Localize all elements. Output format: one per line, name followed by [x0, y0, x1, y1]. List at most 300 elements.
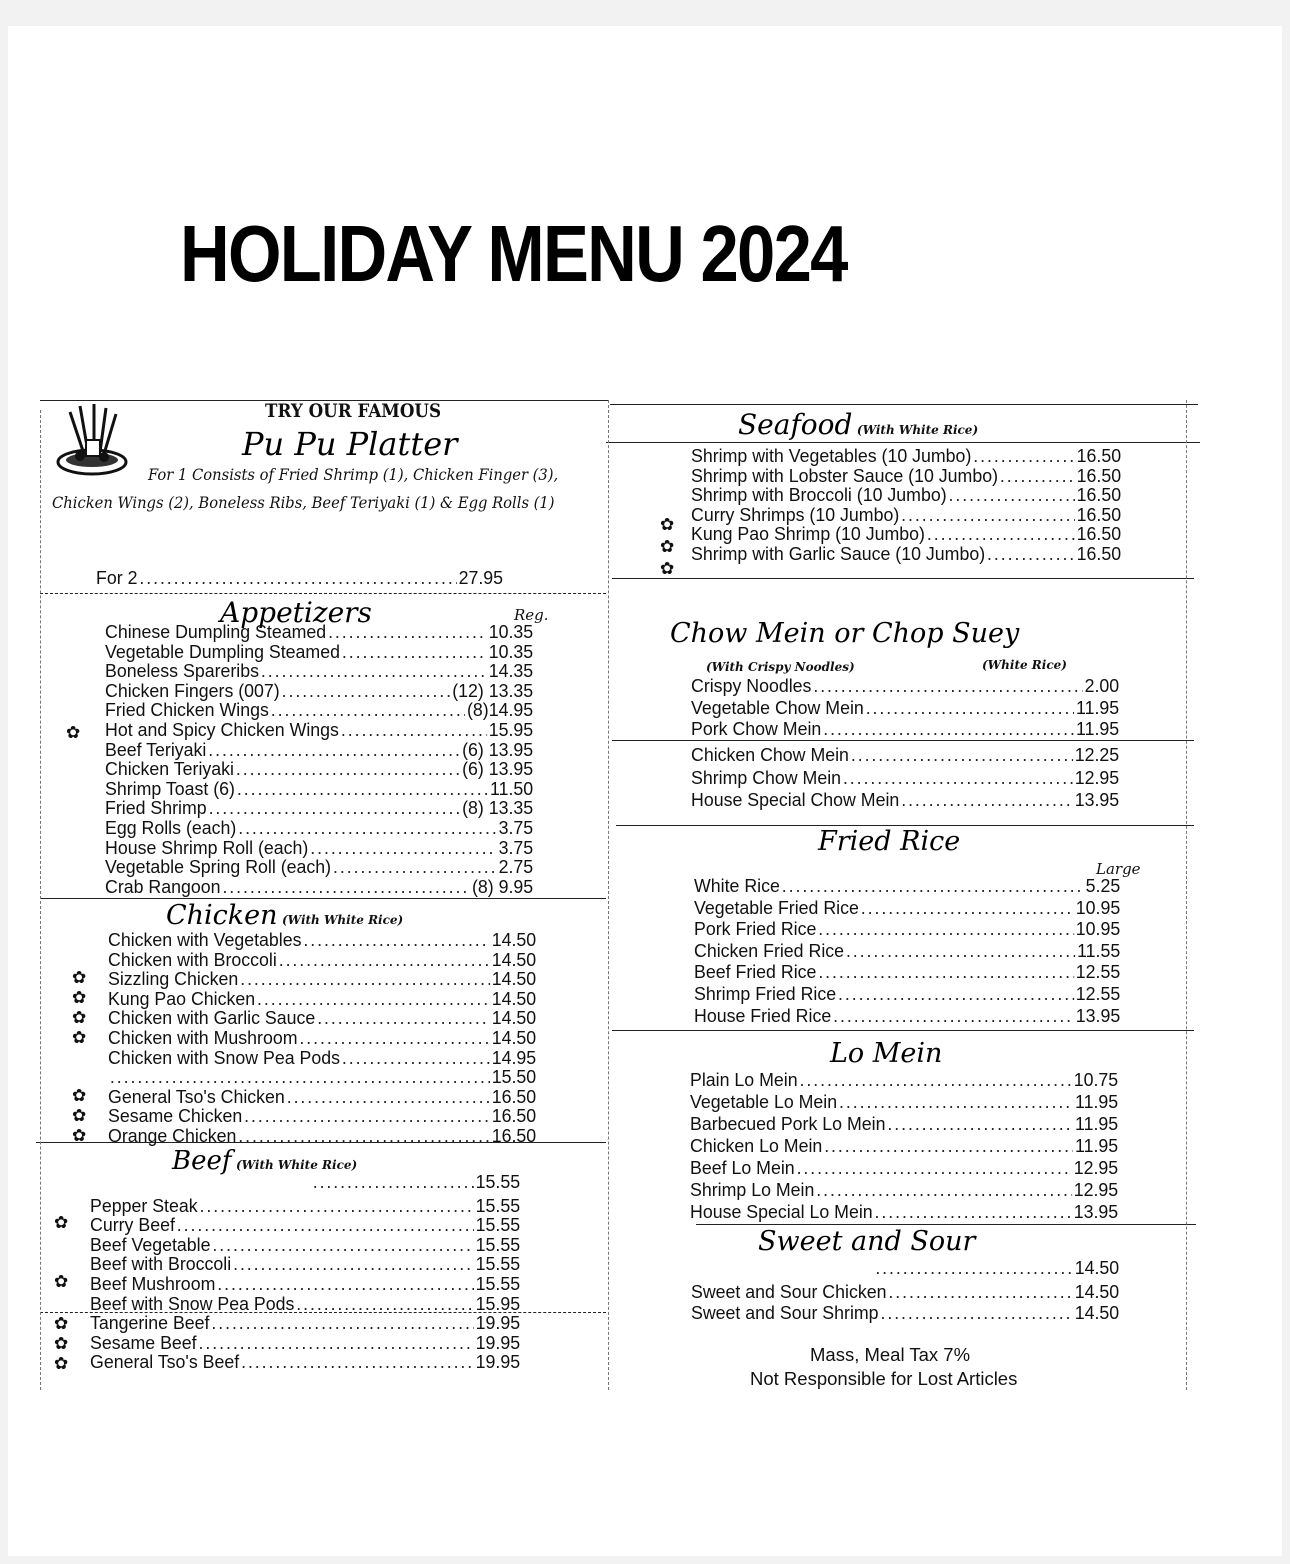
item-price: 12.25 [1074, 743, 1120, 765]
item-name: Beef Mushroom [90, 1272, 216, 1294]
item-price: (12) 13.35 [452, 679, 534, 701]
item-name: Kung Pao Shrimp (10 Jumbo) [691, 523, 925, 545]
divider [696, 1224, 1196, 1225]
seafood-heading: Seafood [738, 408, 853, 441]
hot-pepper-icon: ✿ [72, 1106, 87, 1125]
leader-dots [328, 622, 487, 642]
leader-dots [861, 898, 1074, 918]
item-price: 19.95 [475, 1331, 521, 1353]
divider [40, 898, 606, 899]
item-name: Orange Chicken [108, 1124, 237, 1146]
leader-dots [927, 524, 1075, 544]
chowmein-subheading-left: (With Crispy Noodles) [706, 660, 855, 674]
item-price: 14.50 [491, 1026, 537, 1048]
item-name: General Tso's Chicken [108, 1085, 285, 1107]
pupu-heading: Pu Pu Platter [242, 425, 458, 463]
hot-pepper-icon: ✿ [72, 968, 87, 987]
hot-pepper-icon: ✿ [72, 1126, 87, 1145]
item-price: 12.95 [1074, 767, 1120, 789]
hot-pepper-icon: ✿ [72, 988, 87, 1007]
item-name: Fried Shrimp [105, 797, 207, 819]
item-name: Barbecued Pork Lo Mein [690, 1112, 886, 1134]
item-name: Chinese Dumpling Steamed [105, 621, 327, 642]
lost-articles-note: Not Responsible for Lost Articles [750, 1368, 1018, 1389]
item-name: Shrimp with Garlic Sauce (10 Jumbo) [691, 542, 986, 564]
item-name: Chicken Lo Mein [690, 1134, 823, 1156]
item-price: 16.50 [1076, 464, 1122, 486]
item-price: 16.50 [1076, 445, 1122, 466]
list-item [691, 768, 1119, 788]
item-price: 14.50 [491, 948, 537, 970]
leader-dots [299, 1028, 489, 1048]
item-name: Beef Fried Rice [694, 961, 817, 983]
chicken-list [108, 930, 554, 1146]
hot-pepper-icon: ✿ [66, 723, 81, 742]
item-name: Curry Shrimps (10 Jumbo) [691, 503, 900, 525]
leader-dots [800, 1070, 1072, 1090]
beef-subheading: (With White Rice) [235, 1158, 358, 1172]
list-item [90, 1352, 520, 1372]
seafood-heading-group [738, 408, 978, 441]
list-item [90, 1235, 520, 1255]
item-name: Chicken with Mushroom [108, 1026, 298, 1048]
item-price: 15.55 [475, 1171, 521, 1192]
leader-dots [987, 544, 1075, 564]
list-item [96, 568, 503, 588]
item-price: 10.35 [488, 621, 534, 642]
list-item [694, 919, 1120, 939]
item-price: 11.95 [1075, 1090, 1119, 1112]
item-name: Vegetable Fried Rice [694, 896, 859, 918]
list-item [690, 1180, 1118, 1200]
item-name: Fried Chicken Wings [105, 699, 269, 721]
item-name: Chicken Chow Mein [691, 743, 849, 765]
item-name: Chicken with Garlic Sauce [108, 1007, 316, 1029]
leader-dots [200, 1196, 474, 1216]
list-item [108, 969, 536, 989]
list-item [90, 1333, 520, 1353]
list-item [108, 989, 536, 1009]
leader-dots [342, 1048, 490, 1068]
leader-dots [901, 790, 1073, 810]
item-price: 19.95 [475, 1312, 521, 1334]
leader-dots [303, 930, 489, 950]
leader-dots [177, 1215, 474, 1235]
list-item [694, 962, 1120, 982]
list-item [694, 941, 1120, 961]
lomein-heading: Lo Mein [830, 1038, 943, 1069]
leader-dots [875, 1258, 1072, 1278]
leader-dots [818, 919, 1074, 939]
leader-dots [341, 720, 487, 740]
item-name: Sizzling Chicken [108, 968, 239, 990]
item-price: 10.95 [1075, 918, 1121, 940]
list-item [105, 642, 533, 662]
list-item [90, 1294, 520, 1314]
list-item [90, 1196, 520, 1216]
leader-dots [217, 1274, 473, 1294]
hot-pepper-icon: ✿ [54, 1314, 69, 1333]
item-name: Beef Teriyaki [105, 738, 207, 760]
leader-dots [846, 941, 1075, 961]
item-price: 12.55 [1075, 961, 1121, 983]
item-name: Egg Rolls (each) [105, 816, 237, 838]
list-item [690, 1158, 1118, 1178]
column-divider [40, 410, 41, 1390]
chowmein-heading: Chow Mein or Chop Suey [670, 618, 1020, 649]
item-price: 14.50 [1074, 1280, 1120, 1302]
item-price: (6) 13.95 [462, 758, 534, 780]
leader-dots [333, 857, 497, 877]
leader-dots [843, 768, 1073, 788]
sweetsour-heading: Sweet and Sour [758, 1226, 976, 1257]
leader-dots [139, 568, 456, 588]
list-item [690, 1202, 1118, 1222]
item-price: 15.95 [475, 1292, 521, 1314]
hot-pepper-icon: ✿ [54, 1354, 69, 1373]
hot-pepper-icon: ✿ [54, 1272, 69, 1291]
item-name: Beef with Broccoli [90, 1253, 232, 1275]
hot-pepper-icon: ✿ [54, 1334, 69, 1353]
item-price: 10.95 [1075, 896, 1121, 918]
item-name: Crab Rangoon [105, 875, 221, 897]
leader-dots [241, 1352, 474, 1372]
item-name: Beef with Snow Pea Pods [90, 1292, 295, 1314]
leader-dots [296, 1294, 473, 1314]
list-item [691, 745, 1119, 765]
leader-dots [209, 798, 461, 818]
item-name: For 2 [96, 567, 138, 588]
item-price: 10.35 [488, 640, 534, 662]
item-price: 14.50 [491, 1007, 537, 1029]
leader-dots [212, 1235, 473, 1255]
item-name: Beef Lo Mein [690, 1156, 795, 1178]
leader-dots [211, 1313, 473, 1333]
list-item [694, 984, 1120, 1004]
item-price: 3.75 [498, 816, 534, 838]
list-item [691, 485, 1121, 505]
leader-dots [838, 984, 1074, 1004]
leader-dots [1000, 466, 1075, 486]
leader-dots [238, 1126, 490, 1146]
appetizers-heading: Appetizers [220, 596, 372, 629]
item-price: 14.50 [491, 987, 537, 1009]
list-item [105, 818, 533, 838]
list-item [694, 876, 1120, 896]
leader-dots [237, 779, 488, 799]
list-item [108, 1087, 536, 1107]
item-name: Pork Chow Mein [691, 718, 822, 740]
list-item [691, 446, 1121, 466]
leader-dots [313, 1172, 474, 1192]
divider [612, 578, 1194, 579]
list-item [90, 1172, 520, 1192]
beef-heading: Beef [172, 1146, 232, 1176]
leader-dots [279, 950, 490, 970]
leader-dots [233, 1254, 474, 1274]
item-name: Vegetable Lo Mein [690, 1090, 838, 1112]
item-price: 12.55 [1075, 982, 1121, 1004]
list-item [108, 1126, 536, 1146]
leader-dots [949, 485, 1075, 505]
list-item [691, 676, 1119, 696]
leader-dots [310, 838, 496, 858]
item-name: Plain Lo Mein [690, 1069, 798, 1090]
chicken-subheading: (With White Rice) [282, 913, 404, 927]
item-price: 10.75 [1073, 1069, 1119, 1090]
leader-dots [342, 642, 487, 662]
pupu-description-2: Chicken Wings (2), Boneless Ribs, Beef Teriyaki (1) & Egg Rolls (1) [52, 493, 555, 512]
list-item [691, 505, 1121, 525]
list-item [105, 779, 533, 799]
leader-dots [257, 989, 490, 1009]
leader-dots [110, 1067, 490, 1087]
item-name: Boneless Spareribs [105, 660, 260, 682]
list-item [105, 798, 533, 818]
item-name: Vegetable Spring Roll (each) [105, 856, 332, 878]
list-item [105, 740, 533, 760]
item-price: 15.55 [475, 1214, 521, 1236]
appetizers-list [105, 622, 551, 896]
reg-column-label: Reg. [514, 606, 549, 624]
hot-pepper-icon: ✿ [660, 537, 675, 556]
item-name: Chicken Fingers (007) [105, 679, 280, 701]
item-name: Shrimp with Lobster Sauce (10 Jumbo) [691, 464, 999, 486]
item-name: Tangerine Beef [90, 1312, 210, 1334]
leader-dots [851, 745, 1073, 765]
list-item [105, 759, 533, 779]
friedrice-list [694, 876, 1138, 1027]
list-item [690, 1070, 1118, 1090]
item-price: 15.55 [475, 1233, 521, 1255]
item-name: Crispy Noodles [691, 675, 812, 696]
item-price: 16.50 [491, 1085, 537, 1107]
page-title: HOLIDAY MENU 2024 [180, 209, 847, 298]
beef-list [90, 1172, 538, 1372]
divider [606, 442, 1200, 443]
pupu-description-1: For 1 Consists of Fried Shrimp (1), Chicken Finger (3), [148, 465, 559, 484]
leader-dots [271, 700, 465, 720]
leader-dots [240, 969, 490, 989]
item-price: 14.50 [1074, 1302, 1120, 1324]
list-item [690, 1114, 1118, 1134]
list-item [105, 720, 533, 740]
leader-dots [818, 962, 1074, 982]
item-price: 11.95 [1075, 1112, 1119, 1134]
item-price: (8) 9.95 [471, 875, 534, 897]
list-item [108, 1028, 536, 1048]
chowmein-subheading-right: (White Rice) [982, 658, 1067, 672]
item-price: 13.95 [1073, 1200, 1119, 1222]
list-item [105, 838, 533, 858]
list-item [108, 930, 536, 950]
list-item [108, 1008, 536, 1028]
item-name: Shrimp Chow Mein [691, 767, 842, 789]
item-name: House Fried Rice [694, 1004, 832, 1026]
divider [610, 404, 1198, 405]
item-name: Pepper Steak [90, 1194, 198, 1216]
item-name: Chicken Teriyaki [105, 758, 234, 780]
leader-dots [901, 505, 1075, 525]
item-price: 15.55 [475, 1272, 521, 1294]
item-name: Shrimp Toast (6) [105, 777, 235, 799]
leader-dots [287, 1087, 490, 1107]
list-item [691, 1303, 1119, 1323]
item-name: Curry Beef [90, 1214, 175, 1236]
list-item [105, 681, 533, 701]
leader-dots [866, 698, 1074, 718]
column-divider [608, 400, 609, 1390]
item-price: 14.95 [491, 1046, 537, 1068]
item-price: 13.95 [1074, 788, 1120, 810]
hot-pepper-icon: ✿ [72, 1086, 87, 1105]
leader-dots [839, 1092, 1073, 1112]
item-price: (8)14.95 [467, 699, 534, 721]
item-price: 12.95 [1073, 1156, 1119, 1178]
hot-pepper-icon: ✿ [660, 559, 675, 578]
list-item [108, 1067, 536, 1087]
seafood-list [691, 446, 1139, 564]
list-item [105, 622, 533, 642]
item-price: 15.55 [475, 1194, 521, 1216]
list-item [105, 877, 533, 897]
leader-dots [261, 661, 487, 681]
item-name: Chicken with Broccoli [108, 948, 277, 970]
item-price: 14.50 [491, 929, 537, 950]
list-item [108, 950, 536, 970]
lomein-list [690, 1070, 1136, 1224]
item-price: 16.50 [1076, 503, 1122, 525]
item-name: Kung Pao Chicken [108, 987, 256, 1009]
leader-dots [238, 818, 496, 838]
list-item [694, 898, 1120, 918]
hot-pepper-icon: ✿ [660, 515, 675, 534]
item-name: White Rice [694, 875, 780, 896]
item-price: 15.55 [475, 1253, 521, 1275]
item-name: Vegetable Dumpling Steamed [105, 640, 340, 662]
leader-dots [782, 876, 1084, 896]
divider [612, 1030, 1194, 1031]
leader-dots [813, 676, 1082, 696]
item-name: Hot and Spicy Chicken Wings [105, 718, 339, 740]
item-price: 11.95 [1076, 696, 1120, 718]
pupu-tagline: TRY OUR FAMOUS [265, 400, 442, 422]
list-item [105, 700, 533, 720]
sweetsour-list [691, 1258, 1137, 1323]
item-price: 11.55 [1077, 939, 1121, 961]
seafood-subheading: (With White Rice) [856, 423, 979, 437]
item-name: Shrimp Lo Mein [690, 1178, 815, 1200]
leader-dots [317, 1008, 490, 1028]
list-item [691, 1258, 1119, 1278]
leader-dots [222, 877, 470, 897]
platter-illustration [50, 402, 130, 482]
leader-dots [875, 1202, 1072, 1222]
item-name: House Special Lo Mein [690, 1200, 873, 1222]
list-item [691, 524, 1121, 544]
list-item [691, 790, 1119, 810]
list-item [691, 719, 1119, 739]
item-price: 2.75 [498, 856, 534, 878]
item-price: 14.50 [491, 968, 537, 990]
list-item [108, 1048, 536, 1068]
leader-dots [199, 1333, 474, 1353]
item-price: 14.50 [1074, 1257, 1120, 1278]
item-price: 2.00 [1084, 675, 1120, 696]
item-price: 16.50 [1076, 542, 1122, 564]
item-name: Shrimp Fried Rice [694, 982, 837, 1004]
list-item [691, 698, 1119, 718]
item-name: Pork Fried Rice [694, 918, 817, 940]
item-name: Sesame Beef [90, 1331, 197, 1353]
item-price: 16.50 [491, 1124, 537, 1146]
leader-dots [823, 719, 1074, 739]
leader-dots [282, 681, 451, 701]
item-name: Sweet and Sour Shrimp [691, 1302, 879, 1324]
item-price: (8) 13.35 [462, 797, 534, 819]
large-column-label: Large [1096, 860, 1141, 878]
item-price: (6) 13.95 [462, 738, 534, 760]
divider [40, 593, 606, 594]
item-price: 13.95 [1075, 1004, 1121, 1026]
leader-dots [887, 1114, 1073, 1134]
item-price: 16.50 [491, 1105, 537, 1127]
list-item [691, 466, 1121, 486]
leader-dots [973, 446, 1074, 466]
item-name: Chicken Fried Rice [694, 939, 845, 961]
item-price: 27.95 [458, 567, 504, 588]
list-item [90, 1274, 520, 1294]
item-price: 12.95 [1073, 1178, 1119, 1200]
leader-dots [888, 1282, 1072, 1302]
item-price: 11.95 [1075, 1134, 1119, 1156]
list-item [105, 857, 533, 877]
item-price: 16.50 [1076, 523, 1122, 545]
list-item [90, 1215, 520, 1235]
leader-dots [880, 1303, 1072, 1323]
item-price: 19.95 [475, 1351, 521, 1373]
list-item [105, 661, 533, 681]
item-name: Shrimp with Broccoli (10 Jumbo) [691, 484, 947, 506]
item-price: 3.75 [498, 836, 534, 858]
chowmein-list [691, 676, 1137, 810]
friedrice-heading: Fried Rice [818, 826, 961, 857]
list-item [690, 1092, 1118, 1112]
leader-dots [816, 1180, 1071, 1200]
leader-dots [824, 1136, 1073, 1156]
leader-dots [244, 1106, 490, 1126]
item-name: Sesame Chicken [108, 1105, 243, 1127]
hot-pepper-icon: ✿ [72, 1008, 87, 1027]
item-name: Sweet and Sour Chicken [691, 1280, 887, 1302]
item-price: 15.95 [488, 718, 534, 740]
hot-pepper-icon: ✿ [72, 1028, 87, 1047]
item-name: General Tso's Beef [90, 1351, 240, 1373]
leader-dots [236, 759, 460, 779]
item-price: 14.35 [488, 660, 534, 682]
list-item [90, 1313, 520, 1333]
item-price: 5.25 [1085, 875, 1121, 896]
list-item [691, 544, 1121, 564]
list-item [90, 1254, 520, 1274]
leader-dots [208, 740, 460, 760]
leader-dots [833, 1006, 1074, 1026]
list-item [694, 1006, 1120, 1026]
chicken-heading-group [166, 900, 403, 931]
column-divider [1186, 400, 1187, 1390]
item-price: 15.50 [491, 1066, 537, 1088]
item-name: House Shrimp Roll (each) [105, 836, 309, 858]
